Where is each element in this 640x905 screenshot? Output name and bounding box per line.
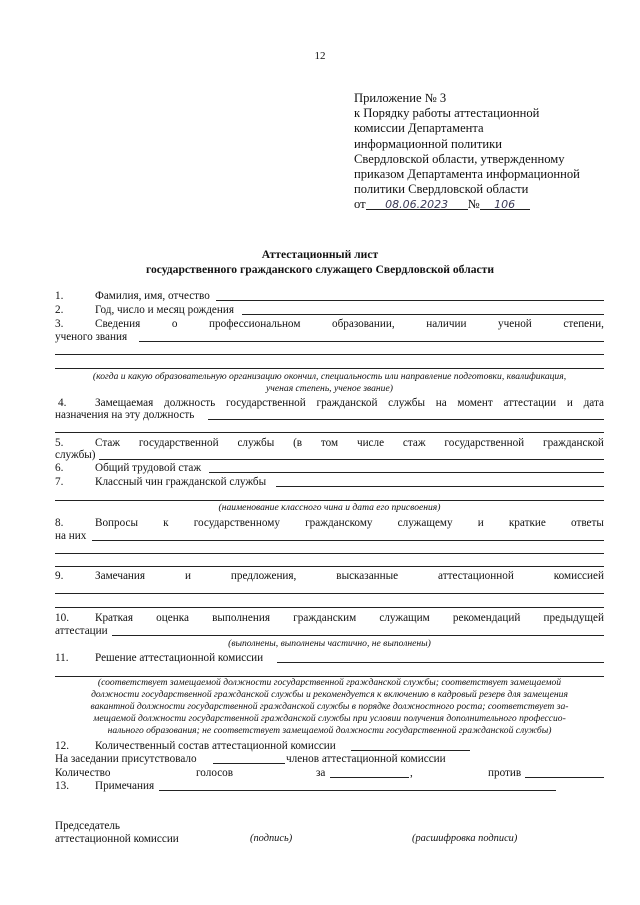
fill-line[interactable] <box>525 777 604 778</box>
word: служащему <box>397 517 453 529</box>
justified-line <box>95 516 604 530</box>
word: числе <box>356 437 385 449</box>
order-number: 106 <box>480 197 530 210</box>
date-prefix: от <box>354 197 366 212</box>
justified-line <box>95 611 604 625</box>
appendix-date-line <box>354 197 624 212</box>
appendix-line: приказом Департамента информационной <box>354 167 580 182</box>
word: высказанные <box>336 570 399 582</box>
item-number: 2. <box>55 304 64 316</box>
votes-count-label: Количество <box>55 767 111 779</box>
word: гражданской <box>542 437 604 449</box>
word: государственной <box>226 397 306 409</box>
fill-line[interactable] <box>208 419 604 420</box>
item-number: 1. <box>55 290 64 302</box>
item-11 <box>55 651 604 665</box>
word: предыдущей <box>543 612 604 624</box>
word: том <box>320 437 339 449</box>
fill-line[interactable] <box>351 750 470 751</box>
word: Вопросы <box>95 517 138 529</box>
word: профессиональном <box>209 318 301 330</box>
document-subtitle: государственного гражданского служащего Свердловской области <box>145 263 495 276</box>
word: ответы <box>571 517 604 529</box>
appendix-line: комиссии Департамента <box>354 121 484 136</box>
fill-line[interactable] <box>55 368 604 369</box>
item-label-cont: ученого звания <box>55 331 128 343</box>
votes-comma: , <box>410 767 413 779</box>
word: гражданской <box>316 397 378 409</box>
justified-line <box>95 317 604 331</box>
word: аттестации <box>503 397 557 409</box>
item-label-cont: службы) <box>55 449 96 461</box>
word: на <box>435 397 447 409</box>
fill-line[interactable] <box>55 607 604 608</box>
item-number: 6. <box>55 462 64 474</box>
word: момент <box>457 397 493 409</box>
item-9 <box>55 569 604 583</box>
fill-line[interactable] <box>55 566 604 567</box>
item-label: Решение аттестационной комиссии <box>95 652 264 664</box>
item-10-cont <box>55 624 604 638</box>
word: гражданским <box>293 612 357 624</box>
item-label-cont: на них <box>55 530 87 542</box>
item-8-cont <box>55 529 604 543</box>
fill-line[interactable] <box>99 459 604 460</box>
word: ученой <box>498 318 532 330</box>
item-number: 9. <box>55 570 64 582</box>
fill-line[interactable] <box>242 314 604 315</box>
signature-decode-caption: (расшифровка подписи) <box>412 833 518 844</box>
word: гражданскому <box>305 517 373 529</box>
item-label: Количественный состав аттестационной комиссии <box>95 740 336 752</box>
attendance-line <box>55 752 604 766</box>
word: Краткая <box>95 612 133 624</box>
appendix-line: Свердловской области, утвержденному <box>354 151 565 166</box>
appendix-line: политики Свердловской области <box>354 182 529 197</box>
votes-line <box>55 766 604 780</box>
item-label: Классный чин гражданской службы <box>95 476 267 488</box>
word: краткие <box>508 517 546 529</box>
order-date: 08.06.2023 <box>366 197 468 210</box>
item-number: 5. <box>55 437 64 449</box>
word: должность <box>164 397 216 409</box>
word: рекомендаций <box>452 612 521 624</box>
word: Замещаемая <box>95 397 154 409</box>
note-line: ученая степень, ученое звание) <box>266 383 393 394</box>
word: (в <box>293 437 303 449</box>
item-number: 8. <box>55 517 64 529</box>
word: Стаж <box>95 437 121 449</box>
word: государственному <box>193 517 280 529</box>
fill-line[interactable] <box>213 763 285 764</box>
fill-line[interactable] <box>55 553 604 554</box>
fill-line[interactable] <box>330 777 409 778</box>
word: выполнения <box>212 612 270 624</box>
word: аттестационной <box>438 570 514 582</box>
word: Сведения <box>95 318 141 330</box>
word: степени, <box>563 318 604 330</box>
item-number: 7. <box>55 476 64 488</box>
fill-line[interactable] <box>277 662 604 663</box>
votes-label: голосов <box>196 767 234 779</box>
number-prefix: № <box>467 197 480 212</box>
item-1 <box>55 289 604 303</box>
fill-line[interactable] <box>139 341 604 342</box>
fill-line[interactable] <box>55 432 604 433</box>
note-line: должности государственной гражданской службы и рекомендуется к включению в кадровый резерв для замещения <box>91 689 568 700</box>
votes-for-label: за <box>316 767 326 779</box>
item-number: 11. <box>55 652 69 664</box>
item-2 <box>55 303 604 317</box>
note-line: (когда и какую образовательную организацию окончил, специальность или направление подготовки, квалификация, <box>92 371 567 382</box>
word: Замечания <box>95 570 146 582</box>
item-number: 13. <box>55 780 69 792</box>
appendix-line: Приложение № 3 <box>354 91 447 105</box>
word: стаж <box>402 437 426 449</box>
item-10-note: (выполнены, выполнены частично, не выполнены) <box>228 638 431 649</box>
note-line: вакантной должности государственной гражданской службы в порядке должностного роста; соответствует за- <box>90 701 569 712</box>
item-6 <box>55 461 604 475</box>
word: образовании, <box>331 318 395 330</box>
word: оценка <box>156 612 189 624</box>
word: и <box>184 570 191 582</box>
item-number: 3. <box>55 318 64 330</box>
word: и <box>566 397 573 409</box>
word: предложения, <box>230 570 297 582</box>
document-title: Аттестационный лист <box>261 248 379 261</box>
word: дата <box>583 397 604 409</box>
fill-line[interactable] <box>276 486 604 487</box>
item-3-note <box>55 371 604 395</box>
item-label: Фамилия, имя, отчество <box>95 290 210 302</box>
word: и <box>477 517 484 529</box>
attendance-label-2: членов аттестационной комиссии <box>286 753 446 765</box>
item-8 <box>55 516 604 530</box>
item-10 <box>55 611 604 625</box>
attendance-label: На заседании присутствовало <box>55 753 197 765</box>
item-number: 4. <box>58 397 67 409</box>
justified-line <box>95 569 604 583</box>
word: государственной <box>138 437 219 449</box>
word: о <box>171 318 178 330</box>
word: служащим <box>379 612 430 624</box>
appendix-line: к Порядку работы аттестационной <box>354 106 540 121</box>
word: службы <box>237 437 275 449</box>
fill-line[interactable] <box>55 593 604 594</box>
item-number: 12. <box>55 740 69 752</box>
item-label: Общий трудовой стаж <box>95 462 202 474</box>
note-line: нального образования; не соответствует замещаемой должности государственной гражданской службы) <box>107 725 552 736</box>
chair-role-line2: аттестационной комиссии <box>55 833 179 845</box>
item-label: Примечания <box>95 780 155 792</box>
word: наличии <box>426 318 467 330</box>
fill-line[interactable] <box>209 472 604 473</box>
signature-caption: (подпись) <box>250 833 293 844</box>
fill-line[interactable] <box>159 790 556 791</box>
item-7 <box>55 475 604 489</box>
item-label-cont: назначения на эту должность <box>55 409 195 421</box>
item-7-note: (наименование классного чина и дата его присвоения) <box>218 502 441 513</box>
word: комиссией <box>553 570 604 582</box>
item-3-cont <box>55 330 604 344</box>
appendix-block <box>354 91 624 213</box>
chair-role-line1: Председатель <box>55 820 121 832</box>
item-number: 10. <box>55 612 69 624</box>
item-12 <box>55 739 604 753</box>
votes-against-label: против <box>488 767 522 779</box>
appendix-line: информационной политики <box>354 136 502 151</box>
word: службы <box>388 397 425 409</box>
item-11-note <box>55 677 604 737</box>
fill-line[interactable] <box>216 300 604 301</box>
note-line: (соответствует замещаемой должности государственной гражданской службы; соответствует замещаемой <box>97 677 562 688</box>
word: к <box>163 517 169 529</box>
item-label: Год, число и месяц рождения <box>95 304 235 316</box>
item-4-cont <box>55 408 604 422</box>
item-label-cont: аттестации <box>55 625 108 637</box>
item-3 <box>55 317 604 331</box>
item-5-cont <box>55 448 604 462</box>
note-line: мещаемой должности государственной гражданской службы при условии получения дополнительного профессио- <box>93 713 566 724</box>
page-number: 12 <box>314 50 326 62</box>
fill-line[interactable] <box>55 354 604 355</box>
word: государственной <box>444 437 525 449</box>
item-13 <box>55 779 604 793</box>
fill-line[interactable] <box>92 540 604 541</box>
fill-line[interactable] <box>112 635 604 636</box>
fill-line[interactable] <box>55 500 604 501</box>
